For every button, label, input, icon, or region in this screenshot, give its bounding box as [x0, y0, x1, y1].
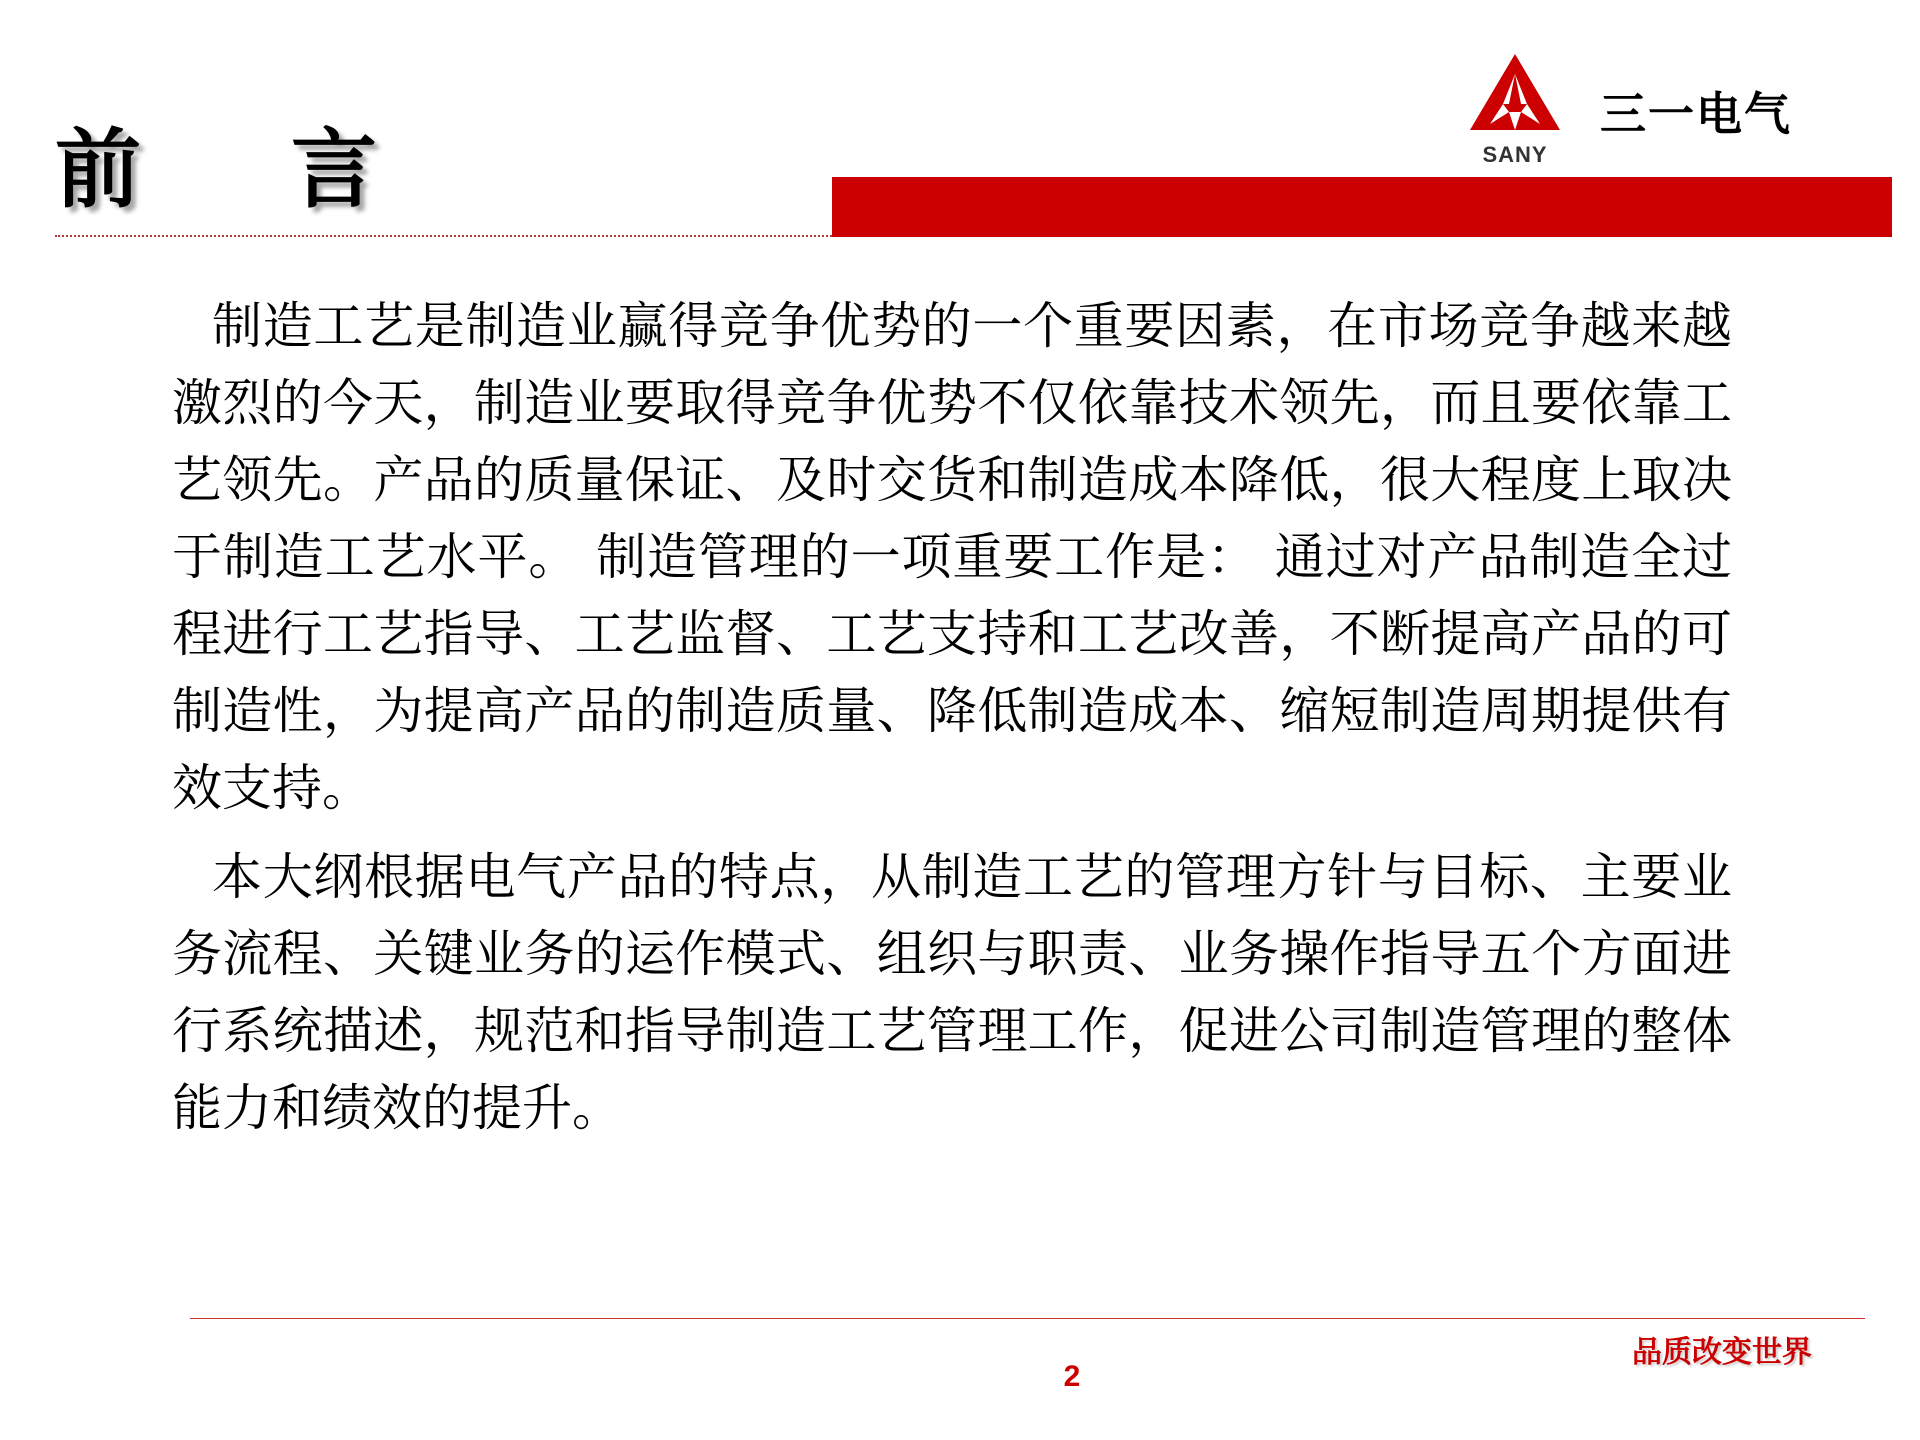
header-red-bar — [832, 177, 1892, 237]
logo-text: SANY — [1482, 142, 1548, 167]
paragraph-2: 本大纲根据电气产品的特点，从制造工艺的管理方针与目标、主要业务流程、关键业务的运作模式、组织与职责、业务操作指导五个方面进行系统描述，规范和指导制造工艺管理工作，促进公司制造管理的整体能力和绩效的提升。 — [172, 848, 1732, 1137]
sany-triangle-logo-icon — [1465, 52, 1565, 142]
page-number: 2 — [1063, 1360, 1081, 1393]
sany-logo — [1465, 52, 1565, 172]
footer-slogan: 品质改变世界 — [1632, 1335, 1812, 1370]
paragraph-1: 制造工艺是制造业赢得竞争优势的一个重要因素，在市场竞争越来越激烈的今天，制造业要取得竞争优势不仅依靠技术领先，而且要依靠工艺领先。产品的质量保证、及时交货和制造成本降低，很大程度上取决于制造工艺水平。 制造管理的一项重要工作是： 通过对产品制造全过程进行工艺指导、工艺监督、工艺支持和工艺改善，不断提高产品的可制造性，为提高产品的制造质量、降低制造成本、缩短制造周期提供有效支持。 — [172, 297, 1732, 817]
footer-divider — [190, 1318, 1865, 1319]
company-name: 三一电气 — [1600, 87, 1792, 141]
header-dotted-divider — [55, 235, 835, 237]
body-text — [172, 288, 1732, 1147]
page-title: 前 言 — [55, 119, 437, 220]
